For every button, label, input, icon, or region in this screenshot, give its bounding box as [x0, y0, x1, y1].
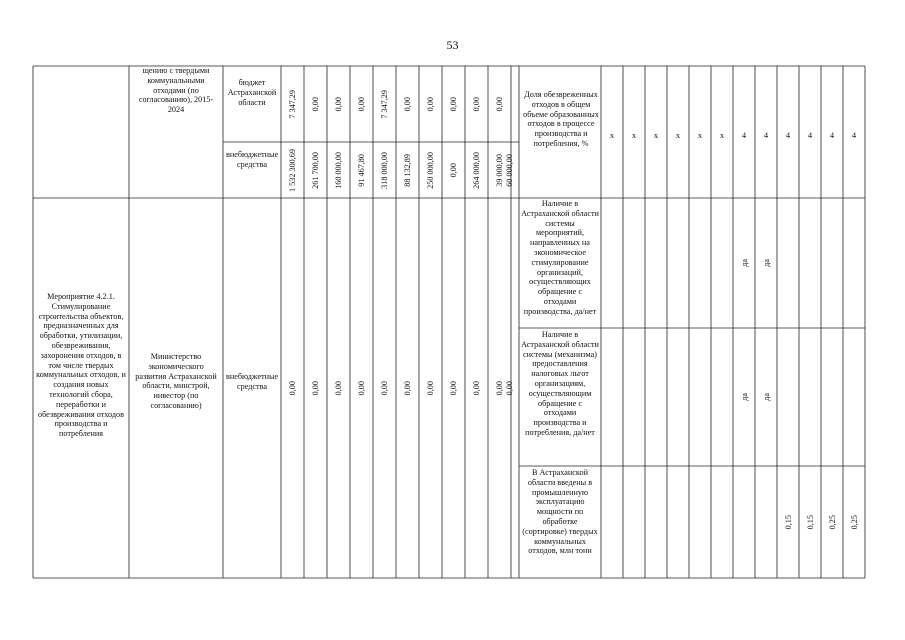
regional-value-cell: 0,00: [357, 96, 366, 112]
regional-value-cell: 7 347,29: [288, 89, 297, 119]
indicator-tax-value: да: [761, 393, 771, 401]
extrabudget-value-cell: 1 532 300,69: [288, 148, 297, 192]
regional-value-cell: 0,00: [311, 96, 320, 112]
funding-regional-label: бюджет Астраханской области: [227, 78, 277, 107]
regional-value-cell: 0,00: [426, 96, 435, 112]
indicator-share-value: x: [697, 130, 703, 140]
regional-value-cell: 7 347,29: [380, 89, 389, 119]
indicator-share-value: x: [675, 130, 681, 140]
measure-value-cell: 0,00: [357, 380, 366, 396]
measure-value-cell: 0,00: [288, 380, 297, 396]
indicator-capacity-text: В Астраханской области введены в промышленную эксплуатацию мощности по обработке (сортировке) твердых коммунальных отходов, млн тонн: [522, 468, 598, 556]
measure-value-cell: 0,00: [334, 380, 343, 396]
page-number: 53: [446, 38, 459, 52]
indicator-capacity-value: 0,25: [827, 514, 837, 530]
indicator-share-value: 4: [763, 130, 769, 140]
regional-value-cell: 0,00: [403, 96, 412, 112]
measure-value-cell: 0,00: [504, 380, 514, 396]
task-tail-text: щению с твердыми коммунальными отходами (по согласованию), 2015-2024: [138, 66, 214, 115]
indicator-share-value: 4: [829, 130, 835, 140]
indicator-share-value: 4: [807, 130, 813, 140]
indicator-system-value: да: [761, 259, 771, 267]
executor-text: Министерство экономического развития Астраханской области, минстрой, инвестор (по согласованию): [135, 352, 217, 410]
measure-4-2-1-text: Мероприятие 4.2.1. Стимулирование строительства объектов, предназначенных для обработки, утилизации, обезвреживания, захоронения отходов, в том числе твердых коммунальных отходов, и создания новых технологий сбора, переработки и обезвреживания отходов производства и потребления: [36, 292, 126, 439]
indicator-share-text: Доля обезвреженных отходов в общем объеме образованных отходов в процессе производства и потребления, %: [523, 90, 599, 148]
extrabudget-value-cell: 39 000,00: [495, 153, 504, 187]
indicator-share-value: 4: [741, 130, 747, 140]
indicator-system-text: Наличие в Астраханской области системы мероприятий, направленных на экономическое стимулирование организаций, осуществляющих обращение с отходами производства, да/нет: [521, 199, 599, 316]
extrabudget-value-cell: 261 700,00: [311, 151, 320, 189]
extrabudget-value-cell: 264 000,00: [472, 151, 481, 189]
indicator-tax-text: Наличие в Астраханской области системы (механизма) предоставления налоговых льгот организациям, осуществляющим обращение с отходами производства и потребления, да/нет: [521, 330, 599, 437]
indicator-capacity-value: 0,15: [783, 514, 793, 530]
measure-value-cell: 0,00: [403, 380, 412, 396]
indicator-share-value: 4: [785, 130, 791, 140]
measure-value-cell: 0,00: [495, 380, 504, 396]
funding-extra-label: внебюджетные средства: [226, 150, 279, 169]
regional-value-cell: 0,00: [472, 96, 481, 112]
indicator-share-value: x: [609, 130, 615, 140]
indicator-capacity-value: 0,15: [805, 514, 815, 530]
regional-value-cell: 0,00: [495, 96, 504, 112]
measure-value-cell: 0,00: [380, 380, 389, 396]
measure-value-cell: 0,00: [311, 380, 320, 396]
indicator-share-value: x: [653, 130, 659, 140]
extrabudget-value-cell: 250 000,00: [426, 151, 435, 189]
indicator-capacity-value: 0,25: [849, 514, 859, 530]
measure-value-cell: 0,00: [449, 380, 458, 396]
measure-value-cell: 0,00: [472, 380, 481, 396]
extrabudget-value-cell: 160 000,00: [334, 151, 343, 189]
extrabudget-value-cell: 60 000,00: [504, 153, 514, 187]
funding-label: внебюджетные средства: [226, 372, 279, 391]
indicator-system-value: да: [739, 259, 749, 267]
indicator-tax-value: да: [739, 393, 749, 401]
indicator-share-value: x: [631, 130, 637, 140]
regional-value-cell: 0,00: [334, 96, 343, 112]
indicator-share-value: 4: [851, 130, 857, 140]
extrabudget-value-cell: 88 132,89: [403, 153, 412, 187]
extrabudget-value-cell: 0,00: [449, 162, 458, 178]
extrabudget-value-cell: 91 467,80: [357, 153, 366, 187]
indicator-share-value: x: [719, 130, 725, 140]
extrabudget-value-cell: 318 000,00: [380, 151, 389, 189]
regional-value-cell: 0,00: [449, 96, 458, 112]
measure-value-cell: 0,00: [426, 380, 435, 396]
